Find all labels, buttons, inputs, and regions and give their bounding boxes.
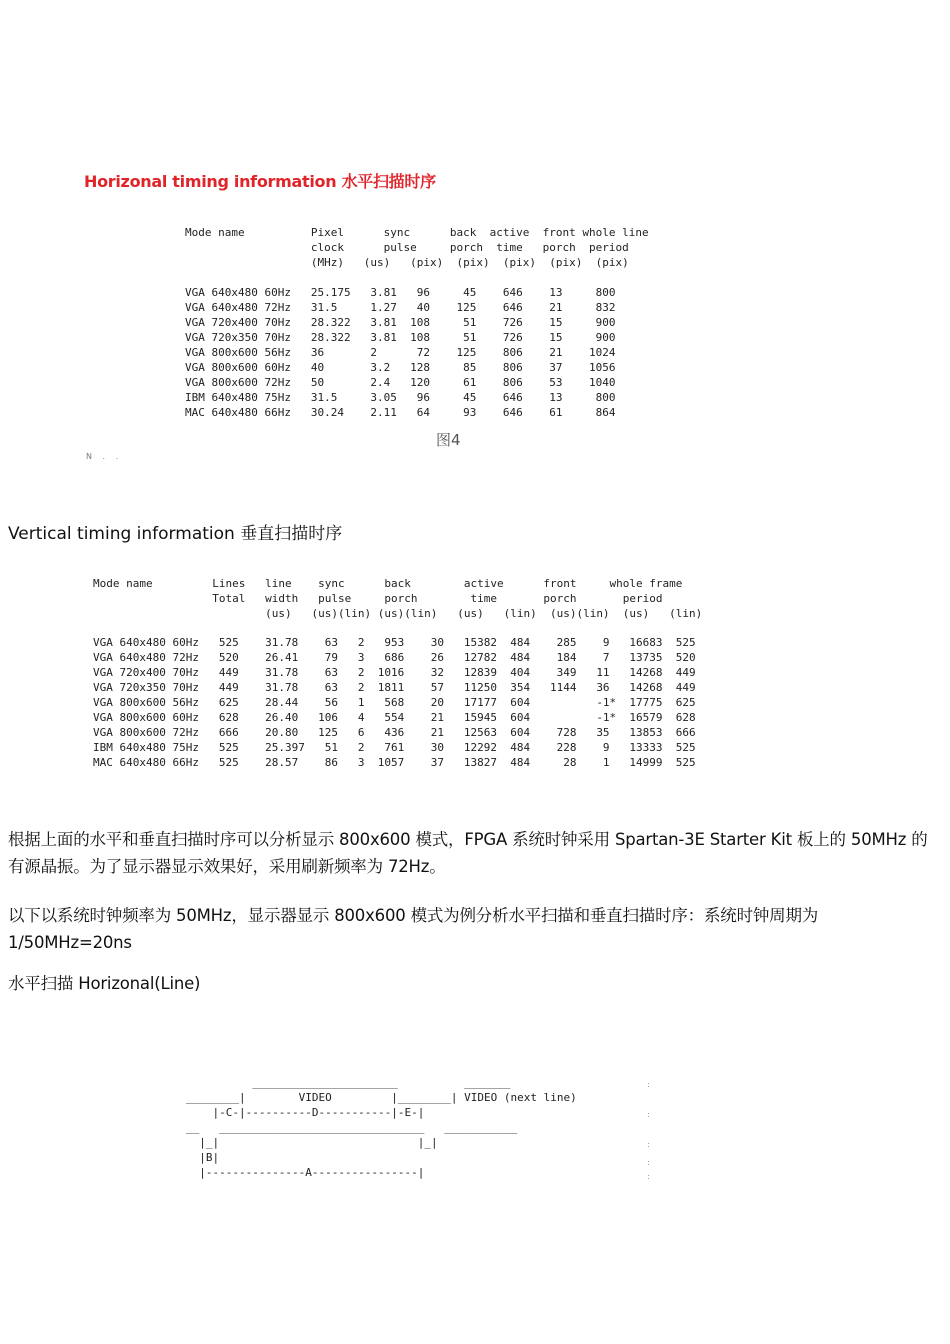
stray-marks: N . . <box>86 452 123 461</box>
horizontal-timing-title: Horizonal timing information 水平扫描时序 <box>84 172 436 191</box>
diagram-line: |B| <box>186 1151 220 1164</box>
table-row: IBM 640x480 75Hz 31.5 3.05 96 45 646 13 800 <box>185 391 616 404</box>
paragraph-clock-period: 以下以系统时钟频率为 50MHz，显示器显示 800x600 模式为例分析水平扫描和垂直扫描时序：系统时钟周期为 1/50MHz=20ns <box>8 906 819 952</box>
table-row: VGA 720x400 70Hz 28.322 3.81 108 51 726 15 900 <box>185 316 616 329</box>
diagram-line: |---------------A----------------| <box>186 1166 425 1179</box>
side-mark: : <box>647 1158 650 1167</box>
side-mark: : <box>647 1140 650 1149</box>
table-row: VGA 640x480 60Hz 525 31.78 63 2 953 30 15382 484 285 9 16683 525 <box>93 636 696 649</box>
side-mark: : <box>647 1110 650 1119</box>
table-row: VGA 800x600 72Hz 50 2.4 120 61 806 53 1040 <box>185 376 616 389</box>
table-row: VGA 800x600 56Hz 625 28.44 56 1 568 20 17177 604 -1* 17775 625 <box>93 696 696 709</box>
table-header-row: Mode name Lines line sync back active front whole frame <box>93 577 683 590</box>
table-row: VGA 640x480 72Hz 31.5 1.27 40 125 646 21 832 <box>185 301 616 314</box>
table-row: VGA 800x600 60Hz 628 26.40 106 4 554 21 15945 604 -1* 16579 628 <box>93 711 696 724</box>
table-row: VGA 640x480 72Hz 520 26.41 79 3 686 26 12782 484 184 7 13735 520 <box>93 651 696 664</box>
table-row: VGA 720x350 70Hz 449 31.78 63 2 1811 57 11250 354 1144 36 14268 449 <box>93 681 696 694</box>
diagram-line: |_| |_| <box>186 1136 438 1149</box>
table-row: VGA 800x600 56Hz 36 2 72 125 806 21 1024 <box>185 346 616 359</box>
table-row: VGA 800x600 72Hz 666 20.80 125 6 436 21 12563 604 728 35 13853 666 <box>93 726 696 739</box>
table-header-row: Mode name Pixel sync back active front whole line <box>185 226 649 239</box>
diagram-line: ______________________ _______ <box>186 1076 511 1089</box>
table-header-row: Total width pulse porch time porch period <box>93 592 663 605</box>
paragraph-clock-choice: 根据上面的水平和垂直扫描时序可以分析显示 800x600 模式，FPGA 系统时钟采用 Spartan-3E Starter Kit 板上的 50MHz 的有源晶振。为了显示器显示效果好，采用刷新频率为 72Hz。 <box>8 830 928 876</box>
diagram-line: __ _______________________________ ___________ <box>186 1121 518 1134</box>
table-header-row: (us) (us)(lin) (us)(lin) (us) (lin) (us)(lin) (us) (lin) <box>93 607 703 620</box>
figure-caption: 图4 <box>436 431 461 449</box>
table-header-row: clock pulse porch time porch period <box>185 241 629 254</box>
table-row: VGA 800x600 60Hz 40 3.2 128 85 806 37 1056 <box>185 361 616 374</box>
table-row: VGA 720x400 70Hz 449 31.78 63 2 1016 32 12839 404 349 11 14268 449 <box>93 666 696 679</box>
table-row: VGA 720x350 70Hz 28.322 3.81 108 51 726 15 900 <box>185 331 616 344</box>
table-header-row: (MHz) (us) (pix) (pix) (pix) (pix) (pix) <box>185 256 629 269</box>
table-row: MAC 640x480 66Hz 30.24 2.11 64 93 646 61 864 <box>185 406 616 419</box>
table-row: VGA 640x480 60Hz 25.175 3.81 96 45 646 13 800 <box>185 286 616 299</box>
table-row: MAC 640x480 66Hz 525 28.57 86 3 1057 37 13827 484 28 1 14999 525 <box>93 756 696 769</box>
diagram-line: ________| VIDEO |________| VIDEO (next line) <box>186 1091 577 1104</box>
side-mark: : <box>647 1172 650 1181</box>
vertical-timing-title: Vertical timing information 垂直扫描时序 <box>8 524 343 544</box>
table-row: IBM 640x480 75Hz 525 25.397 51 2 761 30 12292 484 228 9 13333 525 <box>93 741 696 754</box>
diagram-line: |-C-|----------D-----------|-E-| <box>186 1106 425 1119</box>
side-mark: : <box>647 1080 650 1089</box>
paragraph-horizontal-heading: 水平扫描 Horizonal(Line) <box>8 974 201 993</box>
